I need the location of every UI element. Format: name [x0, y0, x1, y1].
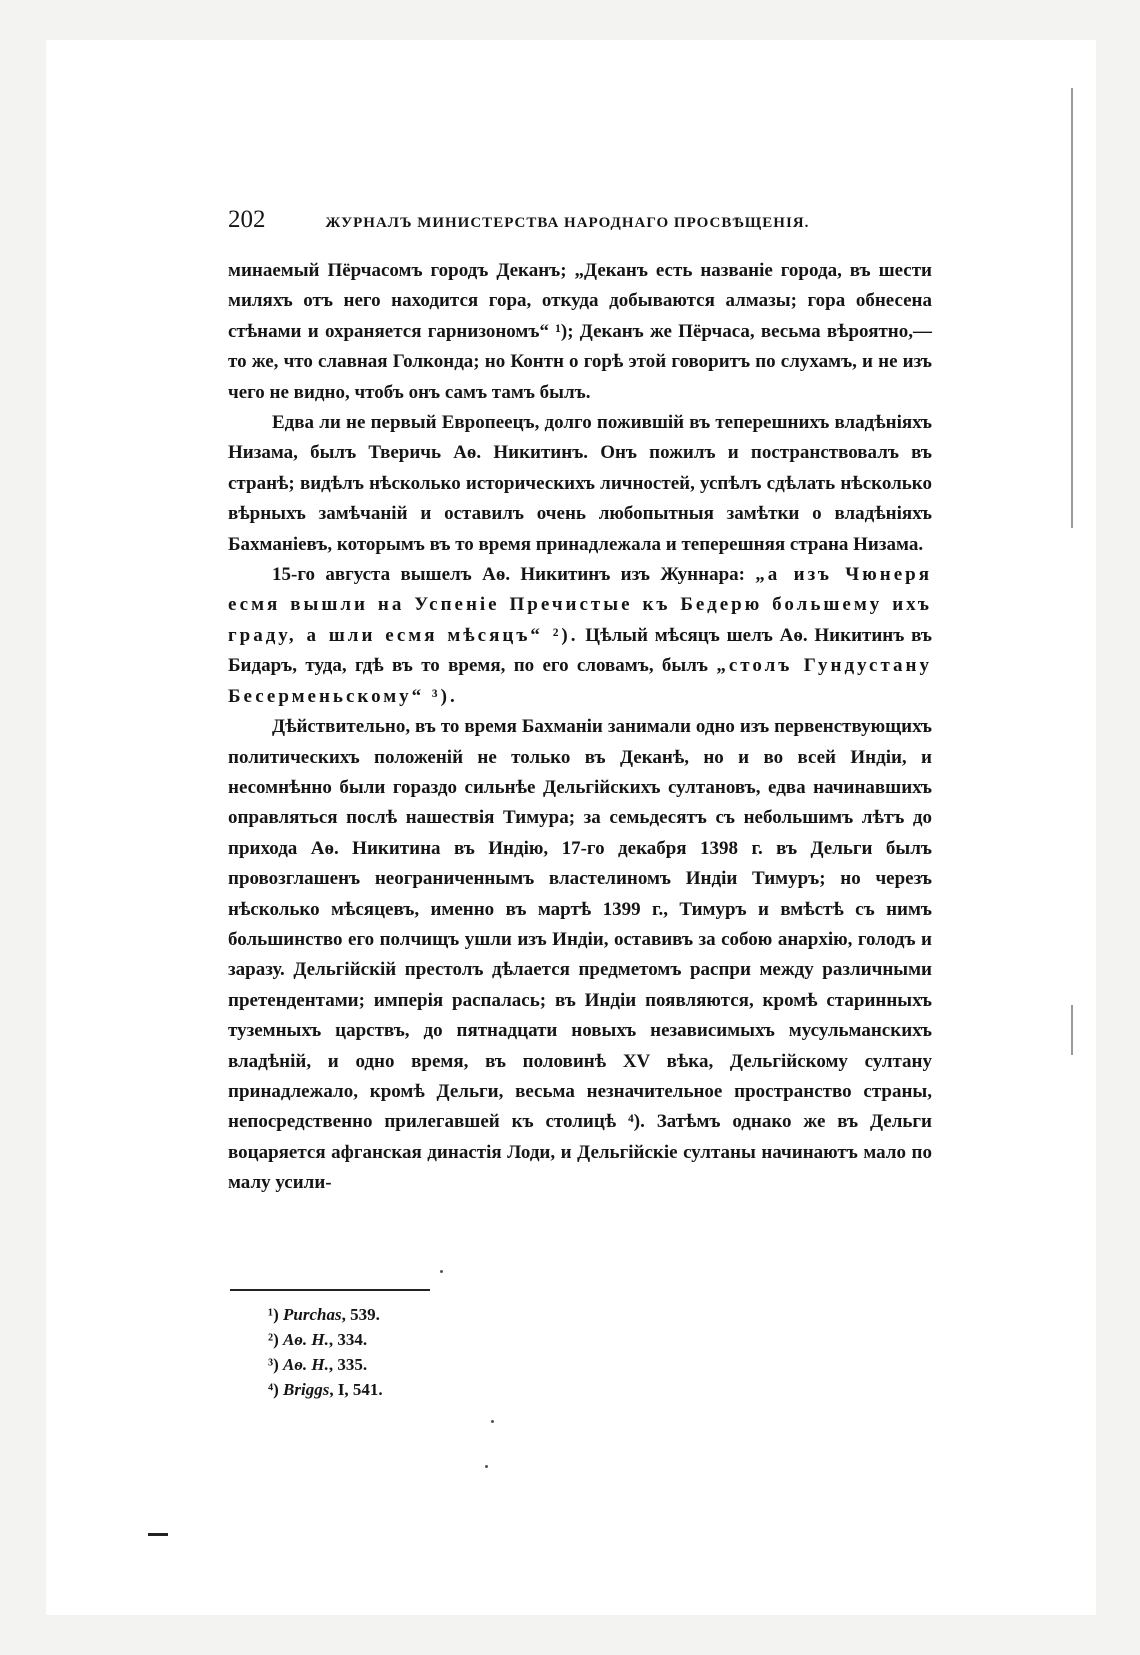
page-number: 202	[228, 206, 266, 233]
scan-edge-line	[1071, 1005, 1073, 1055]
paragraph: минаемый Пёрчасомъ городъ Деканъ; „Деканъ есть названіе города, въ шести миляхъ отъ него находится гора, откуда добываются алмазы; гора обнесена стѣнами и охраняется гарнизономъ“ ¹); Деканъ же Пёрчаса, весьма вѣроятно,—то же, что славная Голконда; но Контн о горѣ этой говоритъ по слухамъ, и не изъ чего не видно, чтобъ онъ самъ тамъ былъ.	[228, 260, 932, 403]
footnote-source: Briggs	[283, 1380, 330, 1399]
footnote-rule	[230, 1289, 430, 1291]
footnote	[268, 1377, 568, 1402]
paragraph-text: 15-го августа вышелъ Аѳ. Никитинъ изъ Жуннара:	[272, 564, 756, 586]
footnote-ref: , 334.	[328, 1330, 368, 1349]
main-text	[228, 256, 932, 1199]
footnote-marker: ²)	[268, 1330, 279, 1349]
paragraph	[228, 560, 932, 712]
footnote-ref: , 539.	[341, 1305, 380, 1324]
quotation: „столъ Гундустану Бесерменьскому“ ³).	[228, 655, 932, 707]
footnote-source: Аѳ. Н.	[283, 1330, 329, 1349]
scan-artifact-mark	[148, 1533, 168, 1536]
quotation: „а изъ Чюнеря есмя вышли на Успеніе Пречистые къ Бедерю большему ихъ граду, а шли есмя мѣсяцъ“ ²).	[228, 564, 932, 646]
footnote-source: Purchas	[283, 1305, 342, 1324]
footnotes	[268, 1302, 568, 1402]
footnote	[268, 1327, 568, 1352]
scan-edge-line	[1071, 88, 1073, 528]
footnote-marker: ¹)	[268, 1305, 279, 1324]
footnote-marker: ³)	[268, 1355, 279, 1374]
running-title: ЖУРНАЛЪ МИНИСТЕРСТВА НАРОДНАГО ПРОСВѢЩЕНІЯ.	[325, 215, 810, 231]
paragraph: Едва ли не первый Европеецъ, долго пожившій въ теперешнихъ владѣніяхъ Низама, былъ Тверичь Аѳ. Никитинъ. Онъ пожилъ и постранствовалъ въ странѣ; видѣлъ нѣсколько историческихъ личностей, успѣлъ сдѣлать нѣсколько вѣрныхъ замѣчаній и оставилъ очень любопытныя замѣтки о владѣніяхъ Бахманіевъ, которымъ въ то время принадлежала и теперешняя страна Низама.	[228, 412, 932, 555]
footnote-source: Аѳ. Н.	[283, 1355, 329, 1374]
running-header	[228, 206, 888, 240]
footnote-ref: , I, 541.	[329, 1380, 383, 1399]
footnote-marker: ⁴)	[268, 1380, 279, 1399]
footnote	[268, 1302, 568, 1327]
scan-speck	[440, 1270, 443, 1273]
footnote-ref: , 335.	[328, 1355, 368, 1374]
scan-speck	[491, 1420, 494, 1423]
paragraph: Дѣйствительно, въ то время Бахманіи занимали одно изъ первенствующихъ политическихъ положеній не только въ Деканѣ, но и во всей Индіи, и несомнѣнно были гораздо сильнѣе Дельгійскихъ султановъ, едва начинавшихъ оправляться послѣ нашествія Тимура; за семьдесятъ съ небольшимъ лѣтъ до прихода Аѳ. Никитина въ Индію, 17-го декабря 1398 г. въ Дельги былъ провозглашенъ неограниченнымъ властелиномъ Индіи Тимуръ; но черезъ нѣсколько мѣсяцевъ, именно въ мартѣ 1399 г., Тимуръ и вмѣстѣ съ нимъ большинство его полчищъ ушли изъ Индіи, оставивъ за собою анархію, голодъ и заразу. Дельгійскій престолъ дѣлается предметомъ распри между различными претендентами; имперія распалась; въ Индіи появляются, кромѣ старинныхъ туземныхъ царствъ, до пятнадцати новыхъ независимыхъ мусульманскихъ владѣній, и одно время, въ половинѣ XV вѣка, Дельгійскому султану принадлежало, кромѣ Дельги, весьма незначительное пространство страны, непосредственно прилегавшей къ столицѣ ⁴). Затѣмъ однако же въ Дельги воцаряется афганская династія Лоди, и Дельгійскіе султаны начинаютъ мало по малу усили-	[228, 716, 932, 1194]
scan-speck	[485, 1465, 488, 1468]
paragraph-text: Цѣлый мѣсяцъ шелъ Аѳ. Никитинъ въ Бидаръ, туда, гдѣ въ то время, по его словамъ, былъ	[228, 624, 932, 677]
footnote	[268, 1352, 568, 1377]
